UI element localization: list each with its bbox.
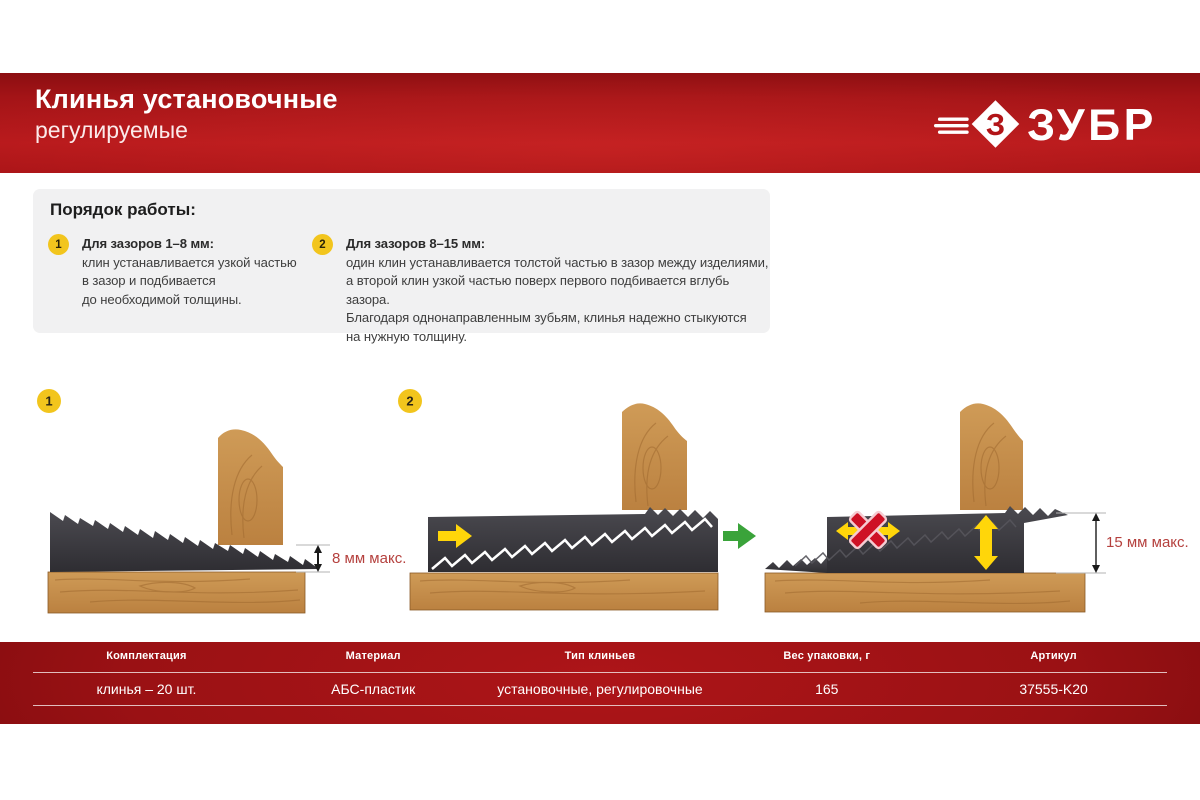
- step-2-line: а второй клин узкой частью поверх первого подбивается вглубь зазора.: [346, 273, 730, 307]
- spec-table-value-row: [33, 681, 1167, 697]
- spec-value-cell: клинья – 20 шт.: [96, 681, 197, 697]
- step-1-line: клин устанавливается узкой частью: [82, 254, 297, 270]
- diagram-1-badge: [37, 389, 61, 413]
- diagrams-canvas: [0, 380, 1200, 640]
- step-2-text: [346, 235, 770, 346]
- procedure-title: Порядок работы:: [50, 200, 196, 219]
- logo-diamond-icon: [934, 100, 1019, 148]
- step-1-line: в зазор и подбивается: [82, 273, 216, 288]
- step-1-text: [82, 235, 297, 309]
- step-1-line: до необходимой толщины.: [82, 291, 242, 307]
- dimension-15mm: [1056, 513, 1189, 573]
- dimension-15mm-label: 15 мм макс.: [1106, 534, 1189, 551]
- header-text: [35, 84, 338, 143]
- wood-plank: [622, 403, 687, 510]
- spec-value-cell: АБС-пластик: [331, 681, 416, 697]
- procedure-panel: [33, 189, 770, 344]
- spec-value-cell: 165: [815, 681, 839, 697]
- svg-text:2: 2: [406, 393, 414, 409]
- table-divider: [33, 672, 1167, 673]
- wood-plank: [960, 403, 1023, 510]
- next-step-arrow-icon: [723, 523, 756, 549]
- step-2-line: на нужную толщину.: [346, 328, 467, 344]
- spec-value-cell: установочные, регулировочные: [497, 681, 703, 697]
- spec-header-cell: Комплектация: [106, 650, 187, 662]
- diagram-2-badge: [398, 389, 422, 413]
- logo-letter: З: [985, 106, 1006, 142]
- spec-header-cell: Тип клиньев: [564, 650, 636, 662]
- step-2-badge: 2: [312, 234, 333, 255]
- procedure-step-2: [312, 235, 770, 346]
- page-title: Клинья установочные: [35, 84, 338, 114]
- svg-text:1: 1: [45, 393, 53, 409]
- step-2-line: один клин устанавливается толстой частью в зазор между изделиями,: [346, 254, 769, 270]
- step-1-heading: Для зазоров 1–8 мм:: [82, 236, 214, 251]
- wood-plank: [218, 429, 283, 545]
- table-divider: [33, 705, 1167, 706]
- spec-table-header-row: [33, 650, 1167, 662]
- step-1-badge: 1: [48, 234, 69, 255]
- step-2-heading: Для зазоров 8–15 мм:: [346, 236, 486, 251]
- procedure-step-1: [48, 235, 297, 309]
- header-band: [0, 73, 1200, 173]
- diagram-2: [410, 403, 756, 610]
- page-subtitle: регулируемые: [35, 117, 188, 143]
- spec-header-cell: Материал: [345, 650, 401, 662]
- spec-header-cell: Вес упаковки, г: [783, 650, 871, 662]
- spec-header-cell: Артикул: [1030, 650, 1077, 662]
- brand-logo: [932, 98, 1170, 150]
- dimension-8mm-label: 8 мм макс.: [332, 550, 407, 567]
- logo-brand-text: ЗУБР: [1027, 100, 1157, 150]
- diagram-3: [765, 403, 1189, 612]
- step-2-line: Благодаря однонаправленным зубьям, клинья надежно стыкуются: [346, 310, 747, 325]
- spec-value-cell: 37555-K20: [1019, 681, 1088, 697]
- diagram-1: [48, 429, 406, 613]
